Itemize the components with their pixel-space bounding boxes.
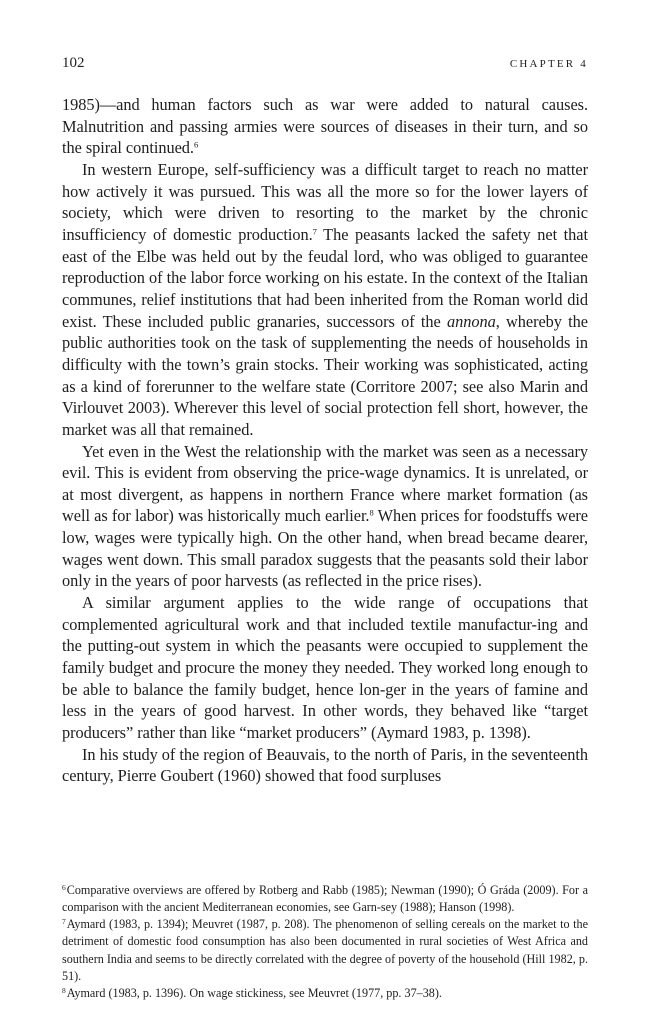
footnote-number: 8 (62, 985, 66, 995)
text-run: In western Europe, self-sufficiency was a difficult target to reach no matter how actively it was pursued. This was all the more so for the lower layers of society, which were driven to resorting to the market by the chronic insufficiency of domestic production. (62, 159, 588, 244)
body-paragraph (62, 94, 588, 159)
text-run: A similar argument applies to the wide range of occupations that complemented agricultural work and that included textile manufactur-ing and the putting-out system in which the peasants were occupied to supplement the family budget and procure the money they needed. They worked long enough to be able to balance the family budget, hence lon-ger in the years of famine and less in the years of good harvest. In other words, they behaved like “target producers” rather than like “market producers” (Aymard 1983, p. 1398). (62, 593, 588, 743)
footnote-marker: 8 (369, 507, 374, 518)
footnote-marker: 7 (312, 226, 317, 237)
footnote (62, 985, 588, 1002)
footnote-text: Aymard (1983, p. 1396). On wage stickiness, see Meuvret (1977, pp. 37–38). (66, 985, 442, 1000)
footnote-text: Aymard (1983, p. 1394); Meuvret (1987, p. 208). The phenomenon of selling cereals on the market to the detriment of domestic food consumption has also been documented in rural societies of West Africa and southern India and seems to be directly correlated with the degree of poverty of the household (Hill 1982, p. 51). (62, 917, 588, 983)
footnote-marker: 6 (193, 139, 199, 150)
chapter-label: CHAPTER 4 (509, 58, 588, 70)
footnote-number: 6 (62, 882, 66, 892)
text-run: Yet even in the West the relationship with the market was seen as a necessary evil. This is evident from observing the price-wage dynamics. It is unrelated, or at most divergent, as happens in northern France where market formation (as well as for labor) was historically much earlier. (62, 441, 588, 526)
text-run: In his study of the region of Beauvais, to the north of Paris, in the seventeenth century, Pierre Goubert (1960) showed that food surpluses (62, 744, 588, 786)
footnote (62, 916, 588, 985)
text-run: The peasants lacked the safety net that east of the Elbe was held out by the feudal lord, who was obliged to guarantee reproduction of the labor force working on his estate. In the context of the Italian communes, relief institutions that had been inherited from the Roman world did exist. These included public granaries, successors of the (62, 224, 588, 331)
text-run: 1985)—and human factors such as war were added to natural causes. Malnutrition and passing armies were sources of diseases in their turn, and so the spiral continued. (62, 95, 588, 158)
footnote-text: Comparative overviews are offered by Rotberg and Rabb (1985); Newman (1990); Ó Gráda (2009). For a comparison with the ancient Mediterranean economies, see Garn-sey (1988); Hanson (1998). (62, 883, 588, 915)
text-run: , whereby the public authorities took on the task of supplementing the needs of households in difficulty with the town’s grain stocks. Their working was sophisticated, acting as a kind of forerunner to the welfare state (Corritore 2007; see also Marin and Virlouvet 2003). Wherever this level of social protection fell short, however, the market was all that remained. (62, 311, 588, 439)
body-paragraph (62, 441, 588, 593)
footnote (62, 882, 588, 916)
body-paragraph (62, 159, 588, 441)
page-number: 102 (62, 55, 85, 71)
footnote-number: 7 (62, 917, 66, 927)
footnotes (62, 882, 588, 1002)
text-run: When prices for foodstuffs were low, wages were typically high. On the other hand, when bread became dearer, wages went down. This small paradox suggests that the peasants sold their labor only in the years of poor harvests (as reflected in the price rises). (62, 506, 588, 591)
running-header (62, 55, 588, 72)
italic-term: annona (446, 311, 496, 331)
body-paragraph (62, 592, 588, 744)
body-paragraph (62, 744, 588, 787)
body-text (62, 94, 588, 787)
